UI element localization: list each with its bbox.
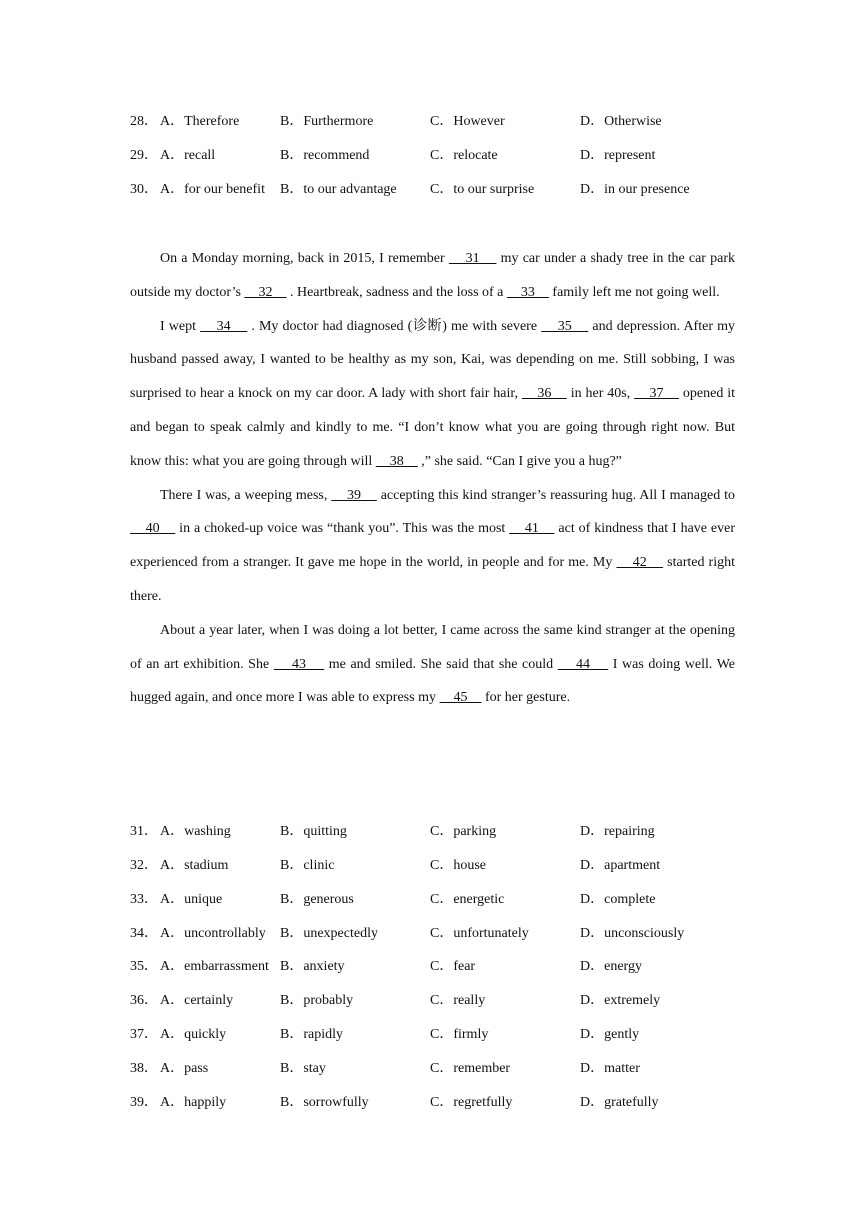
blank-36: 36 [521, 386, 567, 402]
blank-34: 34 [200, 318, 248, 334]
option-d: D．gratefully [580, 1095, 659, 1110]
option-c: C．firmly [430, 1027, 489, 1042]
question-number: 39． [130, 1095, 158, 1110]
paragraph-1 [130, 242, 735, 310]
option-b: B．clinic [280, 858, 335, 873]
option-d: D．unconsciously [580, 926, 685, 941]
option-b: B．Furthermore [280, 114, 374, 129]
passage-text: in a choked-up voice was “thank you”. This was the most [175, 521, 510, 537]
question-number: 34． [130, 926, 158, 941]
option-a: A．happily [160, 1095, 227, 1110]
option-d: D．extremely [580, 993, 661, 1008]
blank-35: 35 [541, 318, 589, 334]
reading-passage [130, 242, 735, 715]
blank-38: 38 [375, 453, 418, 469]
option-d: D．energy [580, 959, 642, 974]
passage-text: About a year later, when I was doing a lot better, I came across the same kind stranger at the opening of an art exhibition. She [130, 622, 735, 672]
blank-37: 37 [634, 386, 680, 402]
paragraph-4 [130, 614, 735, 715]
question-number: 33． [130, 892, 158, 907]
option-d: D．in our presence [580, 182, 690, 197]
question-number: 28． [130, 114, 158, 129]
option-d: D．gently [580, 1027, 640, 1042]
blank-41: 41 [509, 521, 555, 537]
passage-text: for her gesture. [481, 690, 571, 706]
question-number: 32． [130, 858, 158, 873]
paragraph-3 [130, 479, 735, 614]
option-b: B．unexpectedly [280, 926, 378, 941]
option-d: D．Otherwise [580, 114, 662, 129]
passage-text: . My doctor had diagnosed (诊断) me with severe [247, 318, 542, 334]
option-a: A．quickly [160, 1027, 227, 1042]
question-number: 36． [130, 993, 158, 1008]
option-c: C．regretfully [430, 1095, 513, 1110]
blank-42: 42 [616, 555, 664, 571]
option-b: B．anxiety [280, 959, 345, 974]
passage-text: me and smiled. She said that she could [324, 656, 558, 672]
passage-text: and depression. After my husband passed away, I wanted to be healthy as my son, Kai, was depending on me. Still sobbing, I was surprised to hear a knock on my car door. A lady with short fair hair, [130, 318, 736, 402]
option-b: B．generous [280, 892, 354, 907]
option-d: D．apartment [580, 858, 661, 873]
option-c: C．relocate [430, 148, 498, 163]
passage-text: my car under a shady tree in the car park outside my doctor’s [130, 251, 736, 300]
option-b: B．to our advantage [280, 182, 397, 197]
question-number: 31． [130, 824, 158, 839]
blank-45: 45 [439, 690, 482, 706]
option-d: D．complete [580, 892, 656, 907]
option-d: D．represent [580, 148, 656, 163]
blank-31: 31 [448, 251, 497, 266]
option-b: B．probably [280, 993, 354, 1008]
option-a: A．washing [160, 824, 231, 839]
blank-39: 39 [331, 487, 377, 503]
option-c: C．remember [430, 1061, 511, 1076]
option-c: C．really [430, 993, 486, 1008]
option-b: B．quitting [280, 824, 347, 839]
option-a: A．stadium [160, 858, 229, 873]
option-a: A．for our benefit [160, 182, 265, 197]
passage-text: accepting this kind stranger’s reassuring hug. All I managed to [376, 487, 736, 503]
option-a: A．pass [160, 1061, 209, 1076]
option-d: D．matter [580, 1061, 640, 1076]
option-c: C．fear [430, 959, 476, 974]
option-b: B．recommend [280, 148, 370, 163]
passage-text: opened it and began to speak calmly and kindly to me. “I don’t know what you are going through right now. But know this: what you are going through will [130, 386, 735, 469]
passage-text: started right there. [130, 555, 735, 604]
question-number: 37． [130, 1027, 158, 1042]
option-c: C．to our surprise [430, 182, 535, 197]
passage-text: in her 40s, [566, 386, 635, 402]
option-d: D．repairing [580, 824, 655, 839]
option-a: A．certainly [160, 993, 234, 1008]
question-number: 30． [130, 182, 158, 197]
option-b: B．sorrowfully [280, 1095, 369, 1110]
passage-text: I was doing well. We hugged again, and once more I was able to express my [130, 656, 736, 706]
option-b: B．stay [280, 1061, 326, 1076]
blank-44: 44 [557, 656, 609, 672]
blank-40: 40 [130, 521, 176, 537]
passage-text: . Heartbreak, sadness and the loss of a [286, 284, 507, 300]
passage-text: There I was, a weeping mess, [160, 487, 332, 503]
passage-text: On a Monday morning, back in 2015, I remember [160, 251, 449, 266]
option-c: C．energetic [430, 892, 505, 907]
option-c: C．unfortunately [430, 926, 529, 941]
option-a: A．embarrassment [160, 959, 269, 974]
option-c: C．However [430, 114, 505, 129]
option-b: B．rapidly [280, 1027, 343, 1042]
passage-text: ,” she said. “Can I give you a hug?” [417, 453, 622, 469]
passage-text: I wept [160, 318, 201, 334]
option-c: C．parking [430, 824, 497, 839]
question-number: 38． [130, 1061, 158, 1076]
blank-32: 32 [244, 284, 287, 300]
option-a: A．recall [160, 148, 216, 163]
option-a: A．Therefore [160, 114, 240, 129]
passage-text: family left me not going well. [548, 284, 720, 300]
option-c: C．house [430, 858, 486, 873]
question-number: 35． [130, 959, 158, 974]
paragraph-2 [130, 310, 735, 479]
blank-43: 43 [273, 656, 325, 672]
option-a: A．unique [160, 892, 223, 907]
blank-33: 33 [506, 284, 549, 300]
option-a: A．uncontrollably [160, 926, 266, 941]
question-number: 29． [130, 148, 158, 163]
passage-text: act of kindness that I have ever experienced from a stranger. It gave me hope in the world, in people and for me. My [130, 521, 735, 571]
